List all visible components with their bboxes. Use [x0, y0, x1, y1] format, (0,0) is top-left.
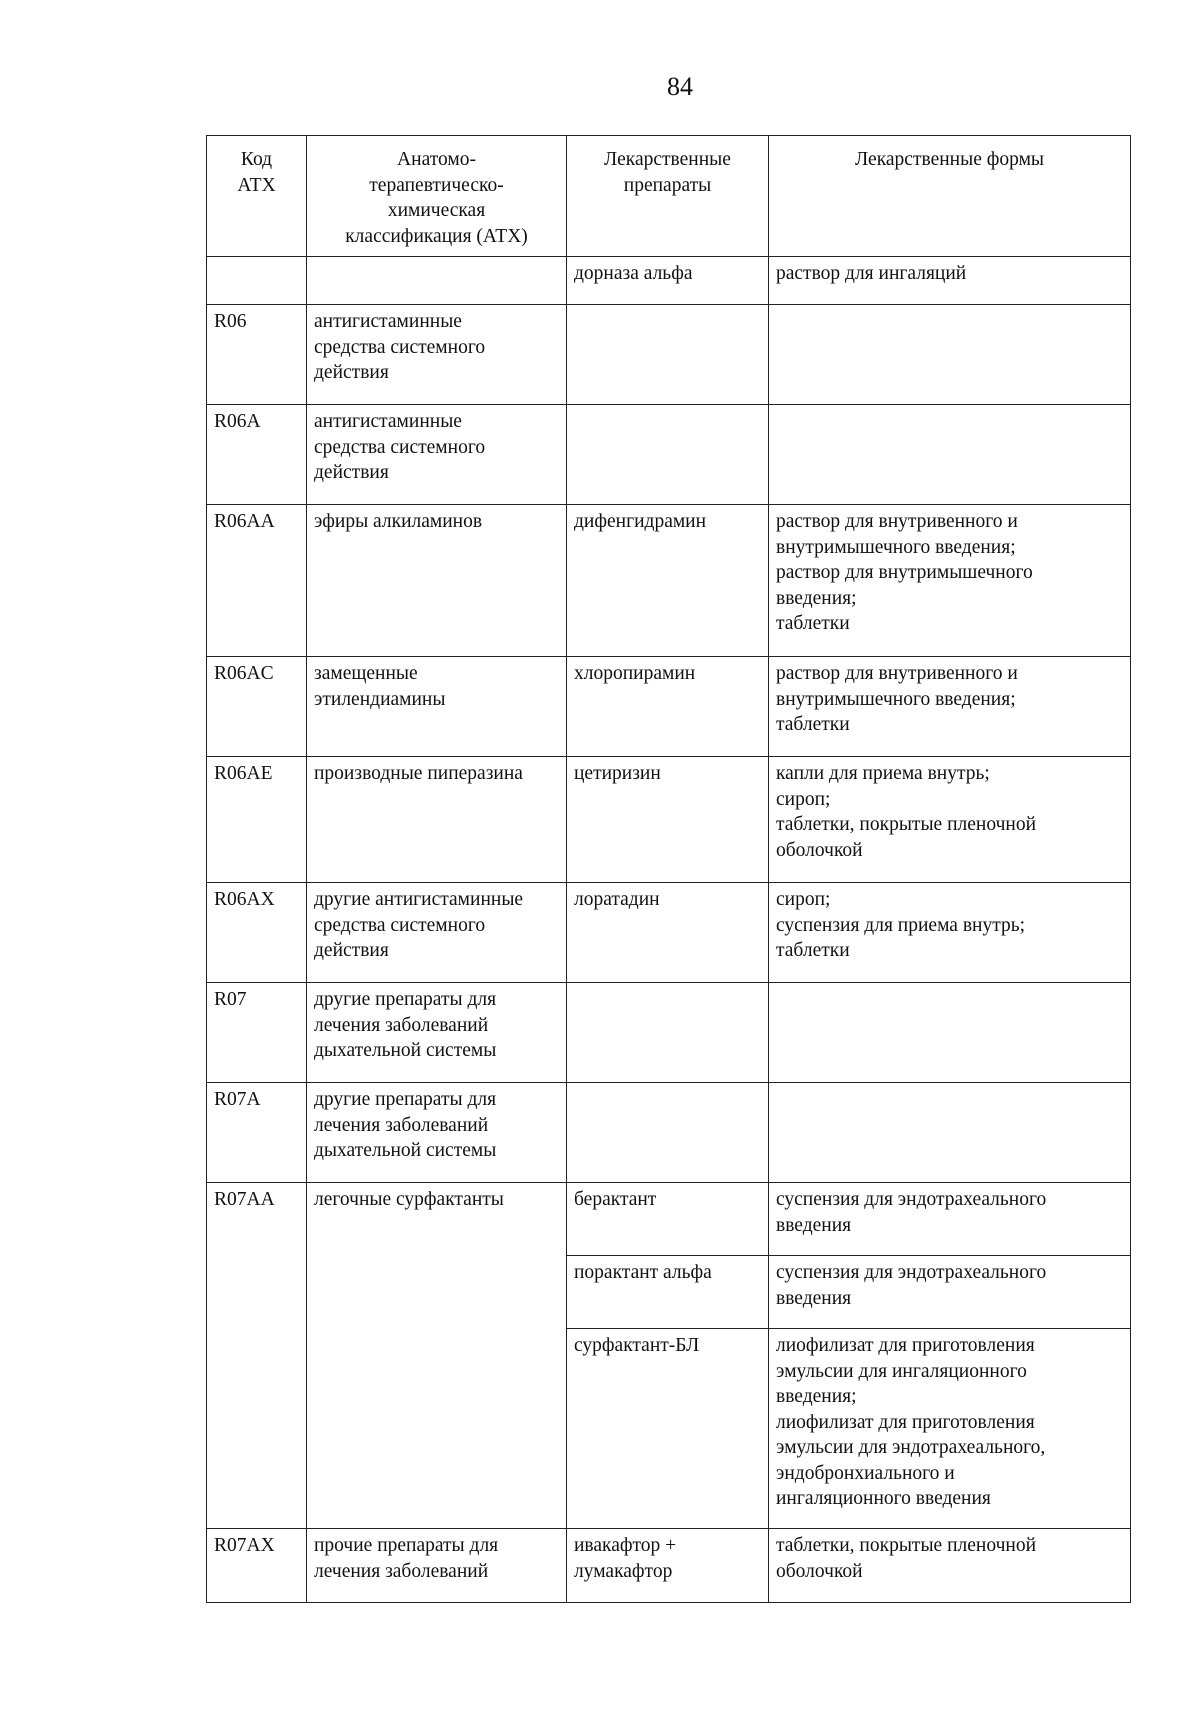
cell-line: замещенные: [314, 663, 418, 684]
table-row: [207, 657, 1131, 757]
table-row: [207, 405, 1131, 505]
cell-line: сироп;: [776, 889, 831, 910]
cell-line: Лекарственные: [604, 149, 731, 170]
cell-forms: [769, 1529, 1131, 1603]
cell-line: введения: [776, 1287, 852, 1309]
cell-drug: [567, 405, 769, 505]
cell-line: другие препараты для: [314, 989, 497, 1010]
cell-line: хлоропирамин: [574, 663, 696, 684]
cell-line: ингаляционного введения: [776, 1488, 991, 1509]
cell-line: лечения заболеваний: [314, 1014, 489, 1036]
table-row: [207, 1529, 1131, 1603]
cell-drug: [567, 305, 769, 405]
cell-classification: [307, 405, 567, 505]
cell-code: R06AE: [207, 757, 307, 883]
cell-code: R06AC: [207, 657, 307, 757]
table-row: [207, 883, 1131, 983]
cell-code: [207, 257, 307, 305]
cell-line: введения;: [776, 587, 857, 609]
cell-line: действия: [314, 362, 389, 383]
cell-code: R06: [207, 305, 307, 405]
cell-line: таблетки, покрытые пленочной: [776, 1535, 1037, 1556]
cell-line: терапевтическо-: [369, 174, 504, 196]
cell-line: препараты: [623, 174, 712, 196]
cell-drug: [567, 1183, 769, 1256]
cell-line: внутримышечного введения;: [776, 536, 1016, 558]
cell-line: лечения заболеваний: [314, 1114, 489, 1136]
cell-line: этилендиамины: [314, 688, 446, 710]
cell-line: Анатомо-: [397, 149, 476, 170]
cell-classification: [307, 305, 567, 405]
cell-line: лиофилизат для приготовления: [776, 1335, 1035, 1356]
cell-line: оболочкой: [776, 1560, 863, 1582]
table-row: [207, 505, 1131, 657]
table-header-row: [207, 136, 1131, 257]
cell-line: оболочкой: [776, 839, 863, 861]
cell-forms: [769, 257, 1131, 305]
cell-drug: [567, 983, 769, 1083]
table-row: [207, 983, 1131, 1083]
cell-forms: [769, 757, 1131, 883]
cell-drug: [567, 1329, 769, 1529]
cell-line: дорназа альфа: [574, 263, 693, 284]
cell-line: лоратадин: [574, 889, 660, 910]
cell-line: таблетки: [776, 714, 850, 735]
cell-line: классификация (АТХ): [345, 225, 528, 247]
cell-line: сурфактант-БЛ: [574, 1335, 700, 1356]
cell-drug: [567, 505, 769, 657]
cell-classification: [307, 983, 567, 1083]
cell-classification: [307, 257, 567, 305]
cell-line: раствор для ингаляций: [776, 263, 967, 284]
cell-line: другие препараты для: [314, 1089, 497, 1110]
cell-line: введения: [776, 1214, 852, 1236]
cell-forms: [769, 505, 1131, 657]
cell-forms: [769, 405, 1131, 505]
cell-line: легочные сурфактанты: [314, 1189, 504, 1210]
page-number: 84: [667, 72, 693, 101]
cell-line: капли для приема внутрь;: [776, 763, 990, 784]
cell-line: действия: [314, 940, 389, 961]
table-body: [207, 257, 1131, 1603]
cell-line: раствор для внутримышечного: [776, 562, 1033, 583]
cell-forms: [769, 1183, 1131, 1256]
cell-line: раствор для внутривенного и: [776, 511, 1018, 532]
cell-code: R07: [207, 983, 307, 1083]
cell-line: цетиризин: [574, 763, 661, 784]
cell-drug: [567, 257, 769, 305]
cell-line: суспензия для эндотрахеального: [776, 1262, 1047, 1283]
cell-line: средства системного: [314, 336, 486, 358]
cell-line: дыхательной системы: [314, 1140, 497, 1161]
cell-classification: [307, 757, 567, 883]
cell-line: производные пиперазина: [314, 763, 523, 784]
cell-line: сироп;: [776, 788, 831, 810]
cell-drug: [567, 1083, 769, 1183]
cell-line: дифенгидрамин: [574, 511, 707, 532]
cell-forms: [769, 1083, 1131, 1183]
cell-code: R07A: [207, 1083, 307, 1183]
cell-line: средства системного: [314, 914, 486, 936]
cell-classification: [307, 657, 567, 757]
cell-line: порактант альфа: [574, 1262, 712, 1283]
cell-code: R06AA: [207, 505, 307, 657]
cell-code: R07AX: [207, 1529, 307, 1603]
cell-line: прочие препараты для: [314, 1535, 499, 1556]
cell-classification: [307, 1083, 567, 1183]
cell-line: другие антигистаминные: [314, 889, 524, 910]
atx-table: [206, 135, 1131, 1603]
cell-line: Лекарственные формы: [854, 149, 1045, 170]
cell-code: R06AX: [207, 883, 307, 983]
cell-forms: [769, 983, 1131, 1083]
cell-drug: [567, 1256, 769, 1329]
cell-line: дыхательной системы: [314, 1040, 497, 1061]
cell-forms: [769, 1256, 1131, 1329]
cell-line: антигистаминные: [314, 411, 462, 432]
cell-line: раствор для внутривенного и: [776, 663, 1018, 684]
cell-code: R06A: [207, 405, 307, 505]
header-forms: [769, 136, 1131, 257]
cell-classification: [307, 1183, 567, 1529]
table-row: [207, 1083, 1131, 1183]
cell-drug: [567, 657, 769, 757]
cell-line: эмульсии для эндотрахеального,: [776, 1437, 1046, 1458]
cell-line: таблетки: [776, 613, 850, 634]
cell-line: берактант: [574, 1189, 657, 1210]
table-row: [207, 257, 1131, 305]
cell-forms: [769, 305, 1131, 405]
cell-line: действия: [314, 462, 389, 483]
cell-line: лиофилизат для приготовления: [776, 1411, 1035, 1433]
cell-drug: [567, 757, 769, 883]
cell-forms: [769, 657, 1131, 757]
cell-line: таблетки, покрытые пленочной: [776, 814, 1037, 835]
cell-line: химическая: [387, 200, 486, 221]
cell-forms: [769, 883, 1131, 983]
cell-drug: [567, 883, 769, 983]
table-row: [207, 757, 1131, 883]
cell-line: эндобронхиального и: [776, 1462, 955, 1484]
cell-line: АТХ: [237, 174, 276, 196]
header-drugs: [567, 136, 769, 257]
cell-classification: [307, 1529, 567, 1603]
cell-line: введения;: [776, 1386, 857, 1407]
header-code: [207, 136, 307, 257]
cell-drug: [567, 1529, 769, 1603]
cell-line: лумакафтор: [574, 1560, 673, 1582]
cell-line: эфиры алкиламинов: [314, 511, 483, 532]
cell-line: лечения заболеваний: [314, 1560, 489, 1582]
cell-line: суспензия для эндотрахеального: [776, 1189, 1047, 1210]
cell-line: ивакафтор +: [574, 1535, 677, 1556]
cell-forms: [769, 1329, 1131, 1529]
cell-classification: [307, 505, 567, 657]
cell-line: суспензия для приема внутрь;: [776, 914, 1026, 936]
table-row: [207, 305, 1131, 405]
cell-line: внутримышечного введения;: [776, 688, 1016, 710]
cell-line: таблетки: [776, 940, 850, 961]
cell-line: эмульсии для ингаляционного: [776, 1360, 1027, 1382]
cell-line: средства системного: [314, 436, 486, 458]
cell-line: антигистаминные: [314, 311, 462, 332]
cell-line: Код: [240, 149, 273, 170]
table-row: [207, 1183, 1131, 1256]
cell-code: R07AA: [207, 1183, 307, 1529]
header-classification: [307, 136, 567, 257]
cell-classification: [307, 883, 567, 983]
